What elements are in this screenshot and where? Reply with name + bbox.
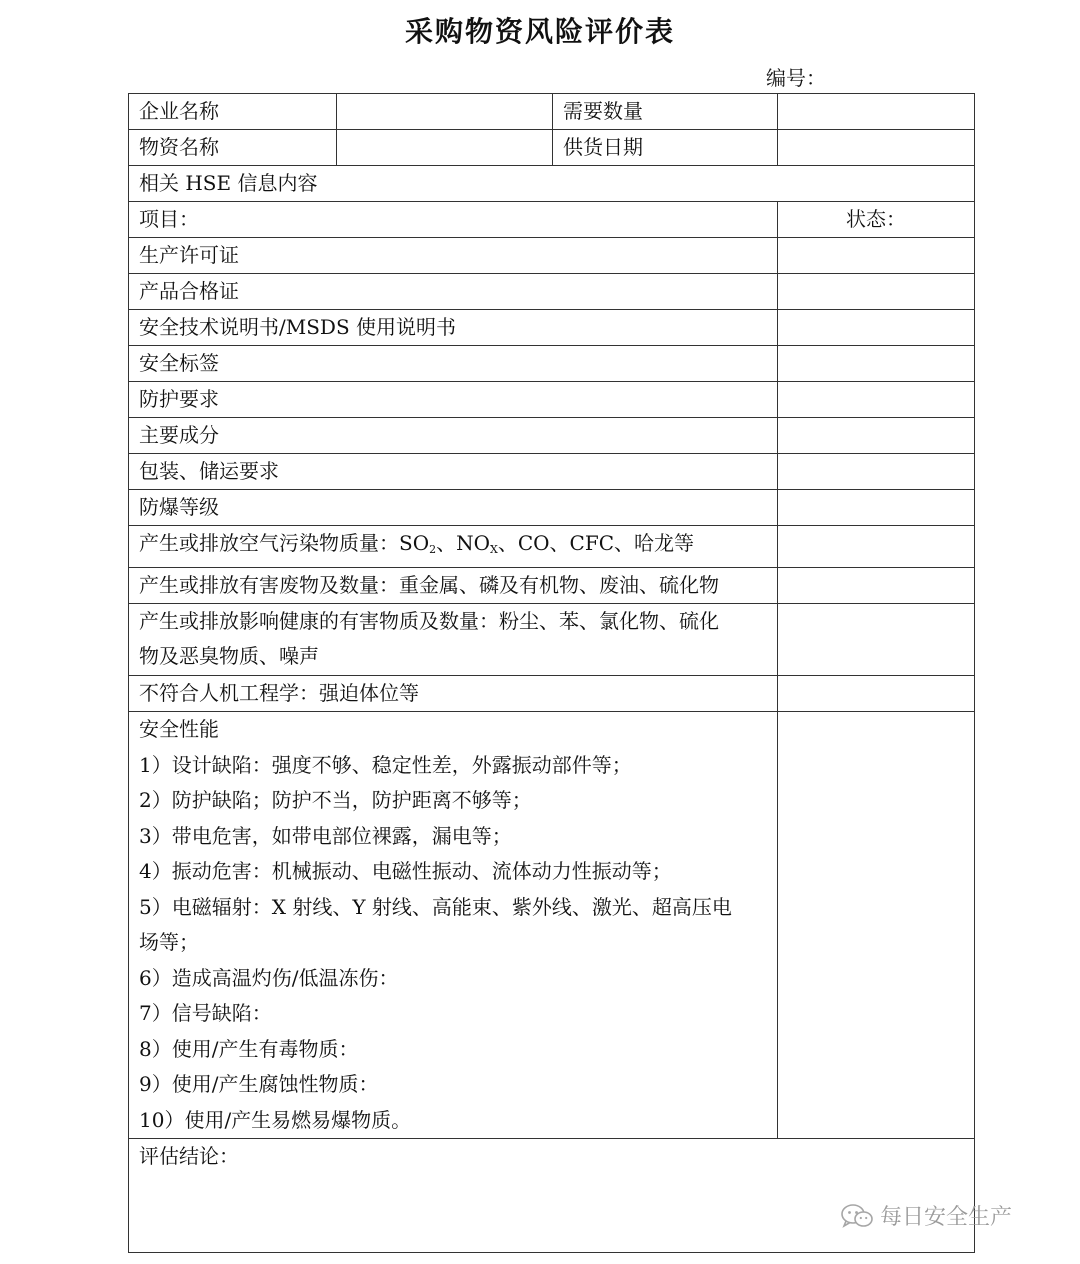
material-name-field[interactable] <box>337 130 553 166</box>
safety-performance-line: 6）造成高温灼伤/低温冻伤： <box>139 965 399 990</box>
company-name-label: 企业名称 <box>129 94 337 130</box>
item-status-field[interactable] <box>778 454 975 490</box>
serial-number-label: 编号： <box>766 66 826 90</box>
safety-performance-line: 5）电磁辐射：X 射线、Y 射线、高能束、紫外线、激光、超高压电 <box>139 894 732 919</box>
hse-info-label: 相关 HSE 信息内容 <box>129 166 975 202</box>
item-status-field[interactable] <box>778 568 975 604</box>
risk-evaluation-table <box>128 93 975 1253</box>
item-status-field[interactable] <box>778 490 975 526</box>
item-status-field[interactable] <box>778 310 975 346</box>
safety-performance-line: 1）设计缺陷：强度不够、稳定性差，外露振动部件等； <box>139 752 632 777</box>
watermark <box>840 1200 1012 1231</box>
safety-performance-line: 10）使用/产生易燃易爆物质。 <box>139 1107 412 1132</box>
safety-performance-line: 8）使用/产生有毒物质： <box>139 1036 359 1061</box>
safety-performance-line: 7）信号缺陷： <box>139 1001 272 1025</box>
item-status-field[interactable] <box>778 238 975 274</box>
item-status-field[interactable] <box>778 382 975 418</box>
conclusion-cell[interactable] <box>129 1139 975 1253</box>
item-label: 主要成分 <box>129 418 778 454</box>
item-status-field[interactable] <box>778 676 975 712</box>
material-name-label: 物资名称 <box>129 130 337 166</box>
safety-performance-line: 3）带电危害，如带电部位裸露，漏电等； <box>139 823 512 848</box>
item-label: 安全标签 <box>129 346 778 382</box>
supply-date-label: 供货日期 <box>553 130 778 166</box>
safety-performance-heading: 安全性能 <box>139 717 219 741</box>
health-hazard-line: 产生或排放影响健康的有害物质及数量：粉尘、苯、氯化物、硫化 <box>139 609 719 633</box>
item-label: 不符合人机工程学：强迫体位等 <box>129 676 778 712</box>
item-label: 包装、储运要求 <box>129 454 778 490</box>
document-title: 采购物资风险评价表 <box>404 15 675 48</box>
wechat-icon <box>840 1203 874 1229</box>
air-pollution-prefix: 产生或排放空气污染物质量：SO <box>139 531 430 555</box>
company-name-field[interactable] <box>337 94 553 130</box>
conclusion-label: 评估结论： <box>139 1144 239 1168</box>
air-pollution-label <box>129 526 778 568</box>
supply-date-field[interactable] <box>778 130 975 166</box>
air-pollution-suffix: 、CO、CFC、哈龙等 <box>497 531 695 555</box>
item-label: 产生或排放有害废物及数量：重金属、磷及有机物、废油、硫化物 <box>129 568 778 604</box>
safety-performance-status-field[interactable] <box>778 712 975 1139</box>
watermark-text: 每日安全生产 <box>880 1205 1013 1230</box>
safety-performance-line: 2）防护缺陷；防护不当，防护距离不够等； <box>139 788 532 812</box>
required-quantity-label: 需要数量 <box>553 94 778 130</box>
item-status-field[interactable] <box>778 274 975 310</box>
item-label: 生产许可证 <box>129 238 778 274</box>
item-label: 产品合格证 <box>129 274 778 310</box>
item-column-header: 项目： <box>129 202 778 238</box>
safety-performance-line: 9）使用/产生腐蚀性物质： <box>139 1072 379 1096</box>
health-hazard-line: 物及恶臭物质、噪声 <box>139 644 319 668</box>
item-label: 防护要求 <box>129 382 778 418</box>
item-status-field[interactable] <box>778 346 975 382</box>
safety-performance-line: 4）振动危害：机械振动、电磁性振动、流体动力性振动等； <box>139 859 672 883</box>
health-hazard-label <box>129 604 778 676</box>
safety-performance-block <box>129 712 778 1139</box>
item-status-field[interactable] <box>778 526 975 568</box>
so2-subscript: 2 <box>429 543 437 556</box>
required-quantity-field[interactable] <box>778 94 975 130</box>
item-status-field[interactable] <box>778 418 975 454</box>
status-column-header: 状态： <box>778 202 975 238</box>
air-pollution-mid: 、NO <box>436 531 491 555</box>
item-status-field[interactable] <box>778 604 975 676</box>
item-label: 安全技术说明书/MSDS 使用说明书 <box>129 310 778 346</box>
nox-subscript: X <box>490 543 498 556</box>
item-label: 防爆等级 <box>129 490 778 526</box>
safety-performance-line: 场等； <box>139 930 199 954</box>
